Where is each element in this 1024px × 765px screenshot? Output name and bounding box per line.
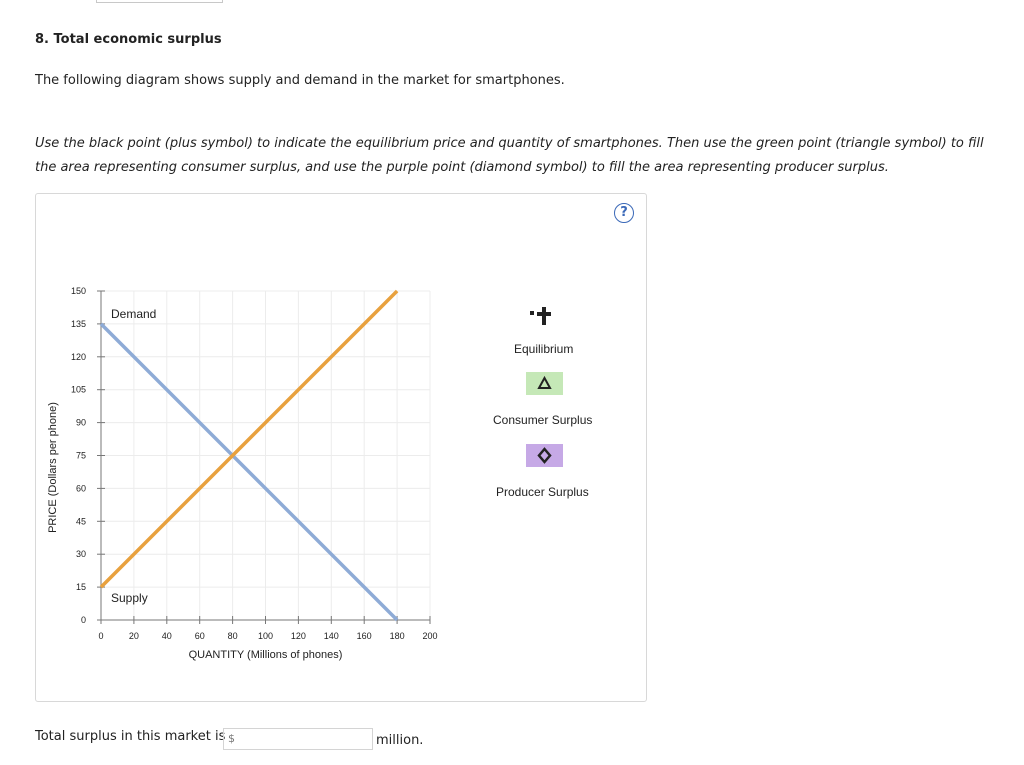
supply-curve-label: Supply (111, 591, 148, 606)
x-tick-label: 40 (161, 631, 172, 641)
x-tick-label: 60 (194, 631, 205, 641)
supply-curve (101, 291, 397, 587)
equilibrium-tool-label: Equilibrium (514, 342, 574, 356)
total-surplus-input[interactable] (223, 728, 373, 750)
y-tick-label: 30 (75, 549, 86, 560)
x-tick-label: 0 (98, 631, 104, 641)
consumer-surplus-tool[interactable] (526, 372, 563, 395)
graph-panel (35, 193, 647, 702)
y-tick-label: 0 (80, 615, 86, 625)
answer-suffix: million. (376, 733, 424, 748)
producer-surplus-tool[interactable] (526, 444, 563, 467)
y-tick-label: 60 (75, 483, 86, 494)
y-tick-label: 90 (75, 417, 86, 428)
equilibrium-tool[interactable] (526, 303, 556, 325)
y-tick-label: 150 (70, 286, 86, 296)
x-axis-label: QUANTITY (Millions of phones) (188, 649, 343, 661)
y-axis-label: PRICE (Dollars per phone) (47, 402, 59, 533)
producer-surplus-tool-label: Producer Surplus (496, 485, 589, 499)
question-instructions: Use the black point (plus symbol) to indicate the equilibrium price and quantity of smartphones. Then use the green point (triangle symbol) to fill the area representing consumer surplus, and use the purple point (diamond symbol) to fill the area representing producer surplus. (35, 136, 984, 175)
plus-point-icon (526, 303, 556, 325)
y-tick-label: 15 (75, 582, 86, 593)
answer-prefix: Total surplus in this market is (35, 729, 226, 744)
y-tick-label: 135 (70, 318, 86, 329)
y-tick-label: 120 (70, 351, 86, 362)
x-tick-label: 140 (323, 631, 339, 641)
y-tick-label: 45 (75, 516, 86, 527)
answer-row (35, 729, 225, 744)
consumer-surplus-tool-label: Consumer Surplus (493, 413, 593, 427)
x-tick-label: 80 (227, 631, 238, 641)
x-tick-label: 180 (389, 631, 405, 641)
demand-curve-label: Demand (111, 306, 157, 321)
x-tick-label: 100 (257, 631, 274, 641)
triangle-point-icon (526, 372, 563, 395)
question-title: 8. Total economic surplus (35, 32, 222, 47)
question-intro: The following diagram shows supply and demand in the market for smartphones. (35, 73, 565, 88)
help-icon[interactable]: ? (614, 203, 634, 223)
y-tick-label: 75 (75, 450, 86, 461)
x-tick-label: 20 (128, 631, 139, 641)
grid-lines (101, 291, 430, 620)
x-tick-label: 120 (290, 631, 306, 641)
diamond-point-icon (526, 444, 563, 467)
axes (71, 286, 438, 641)
x-tick-label: 160 (356, 631, 372, 641)
x-tick-label: 200 (422, 631, 438, 641)
y-tick-label: 105 (70, 384, 86, 395)
top-frame-stub (96, 0, 223, 3)
currency-symbol: $ (228, 732, 235, 745)
demand-curve (101, 324, 397, 620)
